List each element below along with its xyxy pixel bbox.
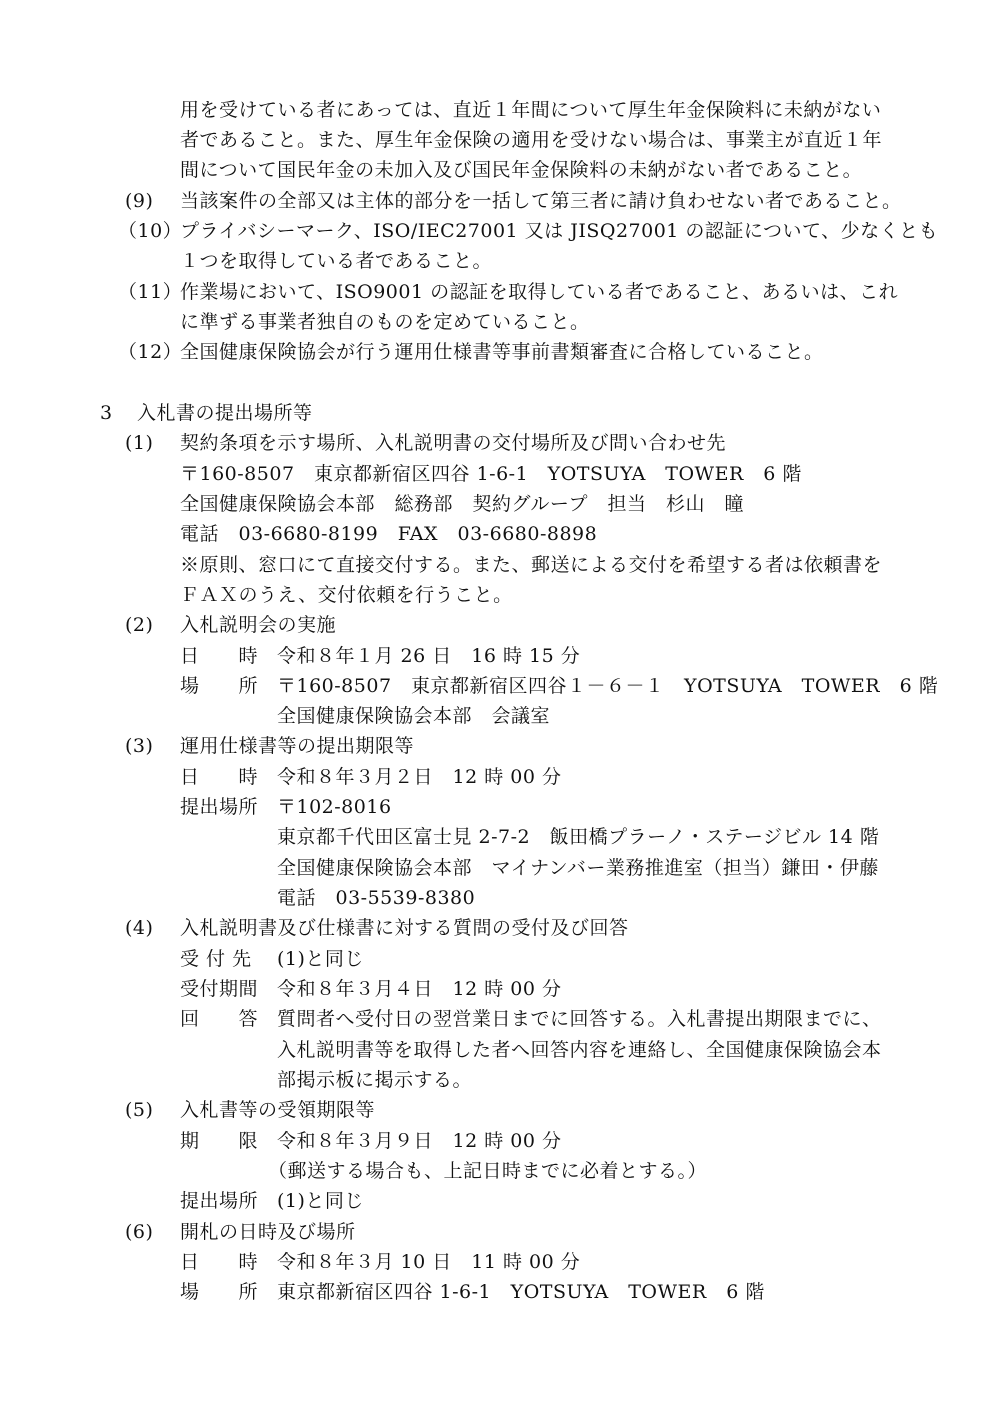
- text-line: １つを取得している者であること。: [180, 250, 493, 272]
- field-label: 日 時: [180, 766, 259, 788]
- text-line: 当該案件の全部又は主体的部分を一括して第三者に請け負わせない者であること。: [180, 190, 902, 212]
- text-line: 全国健康保険協会が行う運用仕様書等事前書類審査に合格していること。: [180, 341, 824, 363]
- field-value: 東京都千代田区富士見 2-7-2 飯田橋プラーノ・ステージビル 14 階: [277, 826, 880, 848]
- field-label: 回 答: [180, 1008, 259, 1030]
- field-value: 質問者へ受付日の翌営業日までに回答する。入札書提出期限までに、: [277, 1008, 882, 1030]
- text-line: 間について国民年金の未加入及び国民年金保険料の未納がない者であること。: [180, 159, 863, 181]
- field-value: 令和８年３月 10 日 11 時 00 分: [277, 1251, 581, 1273]
- field-label: 期 限: [180, 1130, 259, 1152]
- item-number: (1): [125, 432, 154, 454]
- field-label: 提出場所: [180, 796, 259, 818]
- item-heading: 契約条項を示す場所、入札説明書の交付場所及び問い合わせ先: [180, 432, 727, 454]
- field-label: 受 付 先: [180, 948, 252, 970]
- item-number: （10）: [118, 220, 183, 242]
- note-line: ＦＡＸのうえ、交付依頼を行うこと。: [180, 584, 513, 606]
- field-value: (1)と同じ: [277, 1190, 364, 1212]
- field-value: 電話 03-5539-8380: [277, 887, 476, 909]
- field-value: 〒160-8507 東京都新宿区四谷１－６－１ YOTSUYA TOWER 6 階: [277, 675, 939, 697]
- field-value: 令和８年３月２日 12 時 00 分: [277, 766, 562, 788]
- address-line: 〒160-8507 東京都新宿区四谷 1-6-1 YOTSUYA TOWER 6 階: [180, 463, 802, 485]
- contact-line: 全国健康保険協会本部 総務部 契約グループ 担当 杉山 瞳: [180, 493, 744, 515]
- item-number: (6): [125, 1221, 154, 1243]
- item-heading: 入札書等の受領期限等: [180, 1099, 376, 1121]
- item-number: （11）: [118, 281, 183, 303]
- item-heading: 入札説明会の実施: [180, 614, 337, 636]
- text-line: 者であること。また、厚生年金保険の適用を受けない場合は、事業主が直近１年: [180, 129, 883, 151]
- field-value: 〒102-8016: [277, 796, 392, 818]
- text-line: 用を受けている者にあっては、直近１年間について厚生年金保険料に未納がない: [180, 99, 882, 121]
- item-number: (5): [125, 1099, 154, 1121]
- field-label: 受付期間: [180, 978, 259, 1000]
- field-value: 令和８年３月９日 12 時 00 分: [277, 1130, 562, 1152]
- field-value: 東京都新宿区四谷 1-6-1 YOTSUYA TOWER 6 階: [277, 1281, 765, 1303]
- item-number: （12）: [118, 341, 183, 363]
- field-value: 部掲示板に掲示する。: [277, 1069, 473, 1091]
- text-line: プライバシーマーク、ISO/IEC27001 又は JISQ27001 の認証について、少なくとも: [180, 220, 939, 242]
- phone-line: 電話 03-6680-8199 FAX 03-6680-8898: [180, 523, 598, 545]
- note-line: ※原則、窓口にて直接交付する。また、郵送による交付を希望する者は依頼書を: [180, 554, 883, 576]
- field-label: 場 所: [180, 1281, 259, 1303]
- field-label: 提出場所: [180, 1190, 259, 1212]
- text-line: 作業場において、ISO9001 の認証を取得している者であること、あるいは、これ: [180, 281, 899, 303]
- field-value: 全国健康保険協会本部 会議室: [277, 705, 551, 727]
- field-note: （郵送する場合も、上記日時までに必着とする。）: [268, 1160, 708, 1182]
- item-number: (3): [125, 735, 154, 757]
- field-value: 入札説明書等を取得した者へ回答内容を連絡し、全国健康保険協会本: [277, 1039, 882, 1061]
- field-label: 場 所: [180, 675, 259, 697]
- item-heading: 入札説明書及び仕様書に対する質問の受付及び回答: [180, 917, 629, 939]
- item-number: (9): [125, 190, 154, 212]
- section-heading: 入札書の提出場所等: [137, 402, 313, 424]
- item-number: (2): [125, 614, 154, 636]
- text-line: に準ずる事業者独自のものを定めていること。: [180, 311, 590, 333]
- field-value: 全国健康保険協会本部 マイナンバー業務推進室（担当）鎌田・伊藤: [277, 857, 879, 879]
- field-value: 令和８年３月４日 12 時 00 分: [277, 978, 562, 1000]
- item-heading: 運用仕様書等の提出期限等: [180, 735, 415, 757]
- field-value: (1)と同じ: [277, 948, 364, 970]
- field-value: 令和８年１月 26 日 16 時 15 分: [277, 645, 581, 667]
- section-number: 3: [100, 402, 113, 424]
- field-label: 日 時: [180, 1251, 259, 1273]
- item-number: (4): [125, 917, 154, 939]
- item-heading: 開札の日時及び場所: [180, 1221, 356, 1243]
- field-label: 日 時: [180, 645, 259, 667]
